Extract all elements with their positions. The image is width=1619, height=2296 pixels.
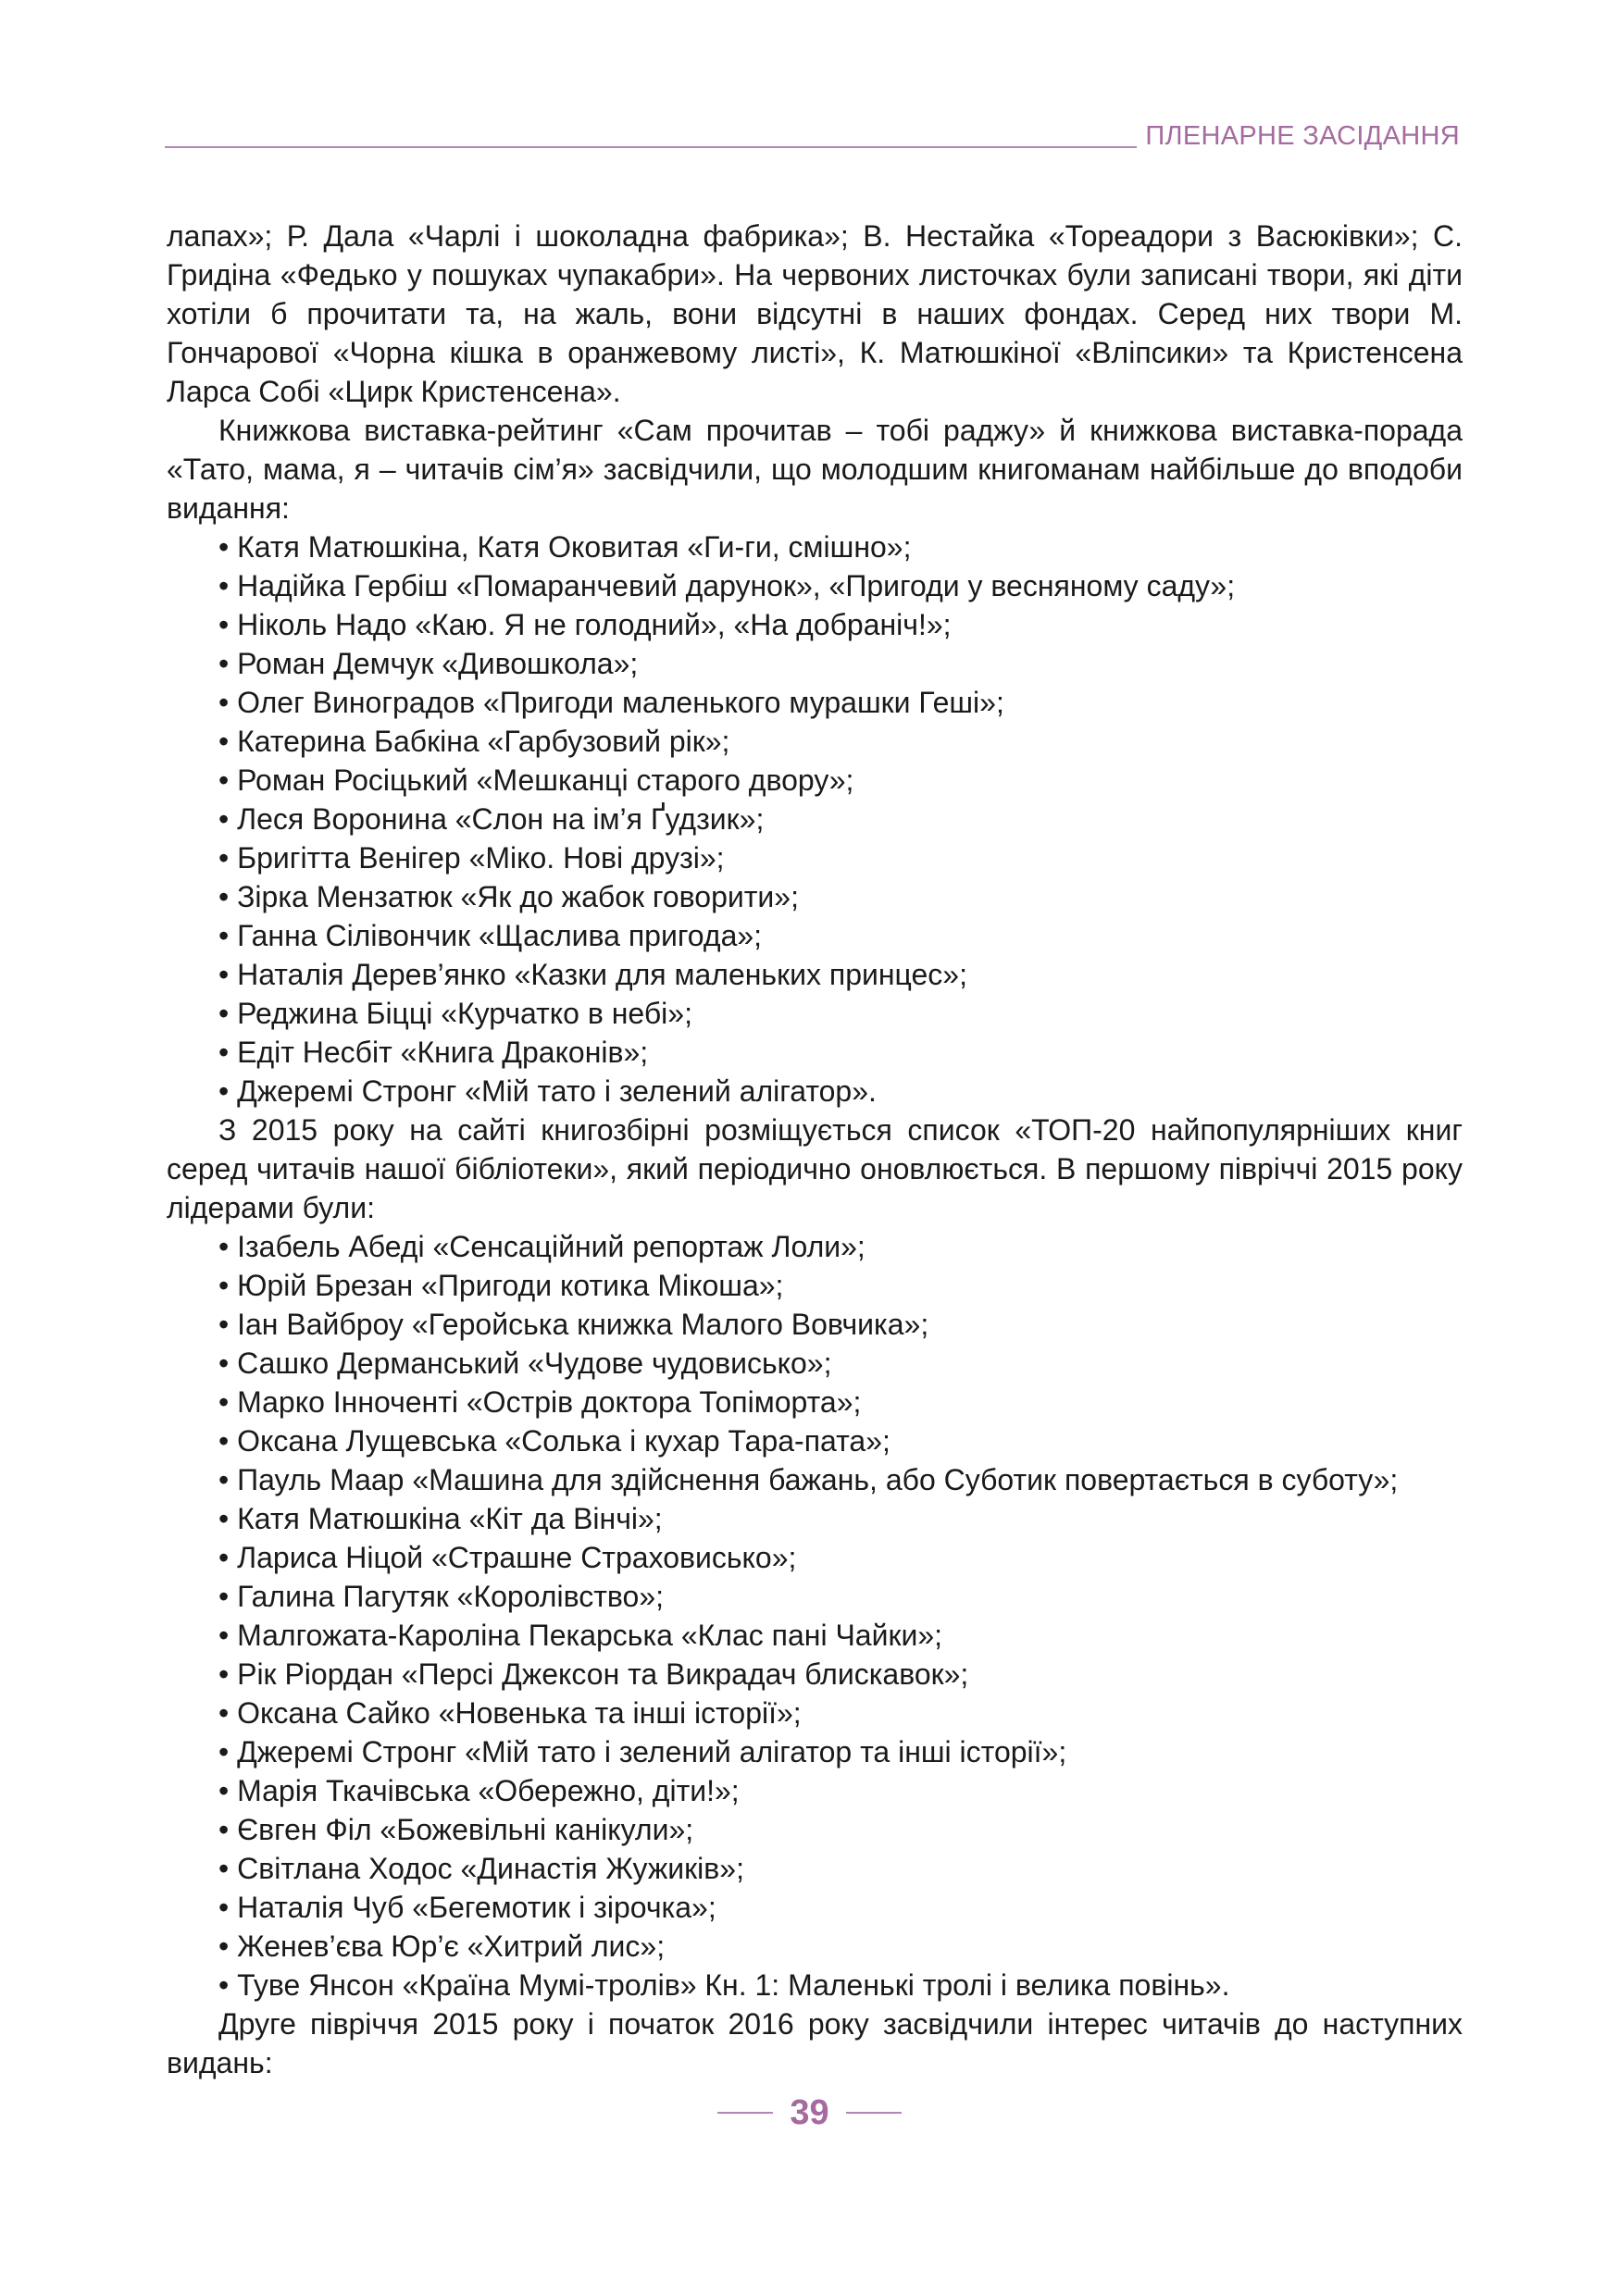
list-item: • Катерина Бабкіна «Гарбузовий рік»; <box>167 722 1463 761</box>
list-item: • Марко Інноченті «Острів доктора Топіморта»; <box>167 1383 1463 1421</box>
list-item: • Наталія Дерев’янко «Казки для маленьких принцес»; <box>167 955 1463 994</box>
list-item: • Катя Матюшкіна, Катя Оковитая «Ги-ги, смішно»; <box>167 527 1463 566</box>
header-rule <box>165 146 1137 148</box>
list-item: • Едіт Несбіт «Книга Драконів»; <box>167 1033 1463 1072</box>
list-item: • Ніколь Надо «Каю. Я не голодний», «На добраніч!»; <box>167 605 1463 644</box>
list-item: • Зірка Мензатюк «Як до жабок говорити»; <box>167 877 1463 916</box>
list-item: • Джеремі Стронг «Мій тато і зелений алігатор та інші історії»; <box>167 1732 1463 1771</box>
list-item: • Катя Матюшкіна «Кіт да Вінчі»; <box>167 1499 1463 1538</box>
paragraph-top20: З 2015 року на сайті книгозбірні розміщується список «ТОП-20 найпопулярніших книг серед читачів нашої бібліотеки», який періодично оновлюється. В першому півріччі 2015 року лідерами були: <box>167 1113 1463 1224</box>
list-item: • Сашко Дерманський «Чудове чудовисько»; <box>167 1344 1463 1383</box>
list-item: • Роман Росіцький «Мешканці старого двору»; <box>167 761 1463 800</box>
list-item: • Женев’єва Юр’є «Хитрий лис»; <box>167 1927 1463 1966</box>
list-item: • Оксана Лущевська «Солька і кухар Тара-пата»; <box>167 1421 1463 1460</box>
list-item: • Олег Виноградов «Пригоди маленького мурашки Геші»; <box>167 683 1463 722</box>
top20-list <box>167 1227 1463 2004</box>
paragraph-second-half: Друге півріччя 2015 року і початок 2016 року засвідчили інтерес читачів до наступних видань: <box>167 2007 1463 2079</box>
list-item: • Євген Філ «Божевільні канікули»; <box>167 1810 1463 1849</box>
page-body <box>167 217 1463 2082</box>
list-item: • Малгожата-Кароліна Пекарська «Клас пані Чайки»; <box>167 1616 1463 1655</box>
list-item: • Надійка Гербіш «Помаранчевий дарунок», «Пригоди у весняному саду»; <box>167 566 1463 605</box>
list-item: • Туве Янсон «Країна Мумі-тролів» Кн. 1: Маленькі тролі і велика повінь». <box>167 1966 1463 2004</box>
footer-rule-left <box>717 2112 773 2114</box>
list-item: • Лариса Ніцой «Страшне Страховисько»; <box>167 1538 1463 1577</box>
list-item: • Наталія Чуб «Бегемотик і зірочка»; <box>167 1888 1463 1927</box>
list-item: • Іан Вайброу «Геройська книжка Малого Вовчика»; <box>167 1305 1463 1344</box>
list-item: • Бригітта Венігер «Міко. Нові друзі»; <box>167 838 1463 877</box>
list-item: • Джеремі Стронг «Мій тато і зелений алігатор». <box>167 1072 1463 1111</box>
list-item: • Леся Воронина «Слон на ім’я Ґудзик»; <box>167 800 1463 838</box>
list-item: • Реджина Біцці «Курчатко в небі»; <box>167 994 1463 1033</box>
list-item: • Ізабель Абеді «Сенсаційний репортаж Лоли»; <box>167 1227 1463 1266</box>
list-item: • Юрій Брезан «Пригоди котика Мікоша»; <box>167 1266 1463 1305</box>
list-item: • Галина Пагутяк «Королівство»; <box>167 1577 1463 1616</box>
favorites-list <box>167 527 1463 1111</box>
list-item: • Роман Демчук «Дивошкола»; <box>167 644 1463 683</box>
list-item: • Пауль Маар «Машина для здійснення бажань, або Суботик повертається в суботу»; <box>167 1460 1463 1499</box>
footer-rule-right <box>846 2112 902 2114</box>
page-number: 39 <box>790 2092 829 2132</box>
list-item: • Рік Ріордан «Персі Джексон та Викрадач блискавок»; <box>167 1655 1463 1694</box>
paragraph-intro: лапах»; Р. Дала «Чарлі і шоколадна фабрика»; В. Нестайка «Тореадори з Васюківки»; С. Гридіна «Федько у пошуках чупакабри». На червоних листочках були записані твори, які діти хотіли б прочитати та, на жаль, вони відсутні в наших фондах. Серед них твори М. Гончарової «Чорна кішка в оранжевому листі», К. Матюшкіної «Вліпсики» та Кристенсена Ларса Собі «Цирк Кристенсена». <box>167 219 1463 408</box>
list-item: • Марія Ткачівська «Обережно, діти!»; <box>167 1771 1463 1810</box>
list-item: • Світлана Ходос «Династія Жужиків»; <box>167 1849 1463 1888</box>
list-item: • Ганна Сілівончик «Щаслива пригода»; <box>167 916 1463 955</box>
section-title: ПЛЕНАРНЕ ЗАСІДАННЯ <box>1145 121 1460 151</box>
list-item: • Оксана Сайко «Новенька та інші історії»; <box>167 1694 1463 1732</box>
paragraph-exhibition: Книжкова виставка-рейтинг «Сам прочитав – тобі раджу» й книжкова виставка-порада «Тато, мама, я – читачів сім’я» засвідчили, що молодшим книгоманам найбільше до вподоби видання: <box>167 414 1463 525</box>
page-footer <box>0 2090 1619 2136</box>
